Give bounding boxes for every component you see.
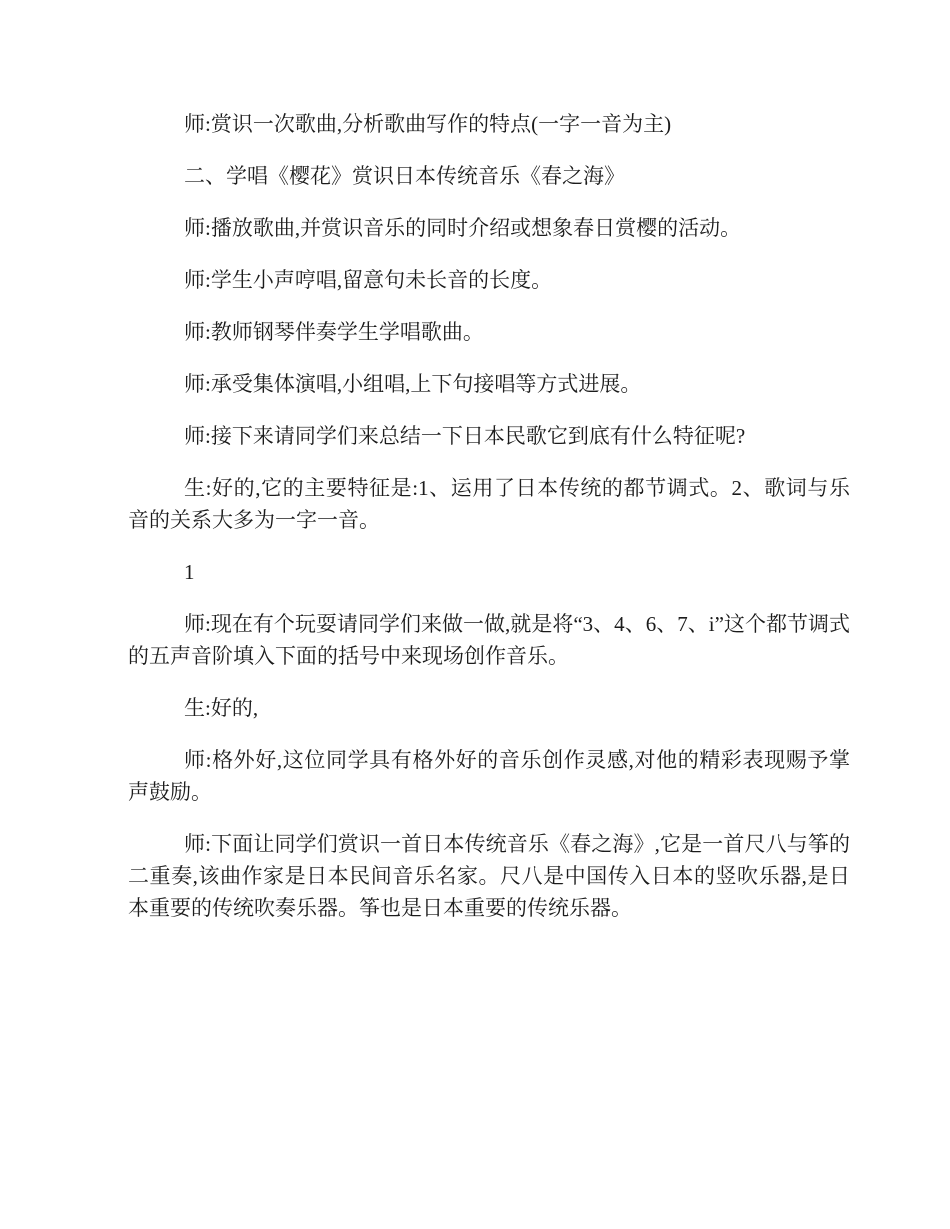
- page-number-text: 1: [184, 560, 195, 584]
- paragraph-teacher-line-7: 师:现在有个玩耍请同学们来做一做,就是将“3、4、6、7、i”这个都节调式的五声音阶填入下面的括号中来现场创作音乐。: [128, 612, 850, 668]
- paragraph-teacher-line-2: 师:播放歌曲,并赏识音乐的同时介绍或想象春日赏樱的活动。: [184, 216, 742, 240]
- paragraph-student-line-1: 生:好的,它的主要特征是:1、运用了日本传统的都节调式。2、歌词与乐音的关系大多为一字一音。: [128, 476, 850, 532]
- paragraph-student-line-2: 生:好的,: [184, 696, 259, 720]
- paragraph-teacher-line-5: 师:承受集体演唱,小组唱,上下句接唱等方式进展。: [184, 372, 642, 396]
- paragraph-teacher-line-9: 师:下面让同学们赏识一首日本传统音乐《春之海》,它是一首尺八与筝的二重奏,该曲作家是日本民间音乐名家。尺八是中国传入日本的竖吹乐器,是日本重要的传统吹奏乐器。筝也是日本重要的传统乐器。: [128, 832, 850, 920]
- paragraph-teacher-line-8: 师:格外好,这位同学具有格外好的音乐创作灵感,对他的精彩表现赐予掌声鼓励。: [128, 748, 850, 804]
- paragraph-teacher-line-3: 师:学生小声哼唱,留意句未长音的长度。: [184, 268, 553, 292]
- paragraph-teacher-line-6: 师:接下来请同学们来总结一下日本民歌它到底有什么特征呢?: [184, 424, 746, 448]
- paragraph-teacher-line-1: 师:赏识一次歌曲,分析歌曲写作的特点(一字一音为主): [184, 112, 672, 136]
- section-heading-2: 二、学唱《樱花》赏识日本传统音乐《春之海》: [184, 164, 625, 188]
- paragraph-teacher-line-4: 师:教师钢琴伴奏学生学唱歌曲。: [184, 320, 484, 344]
